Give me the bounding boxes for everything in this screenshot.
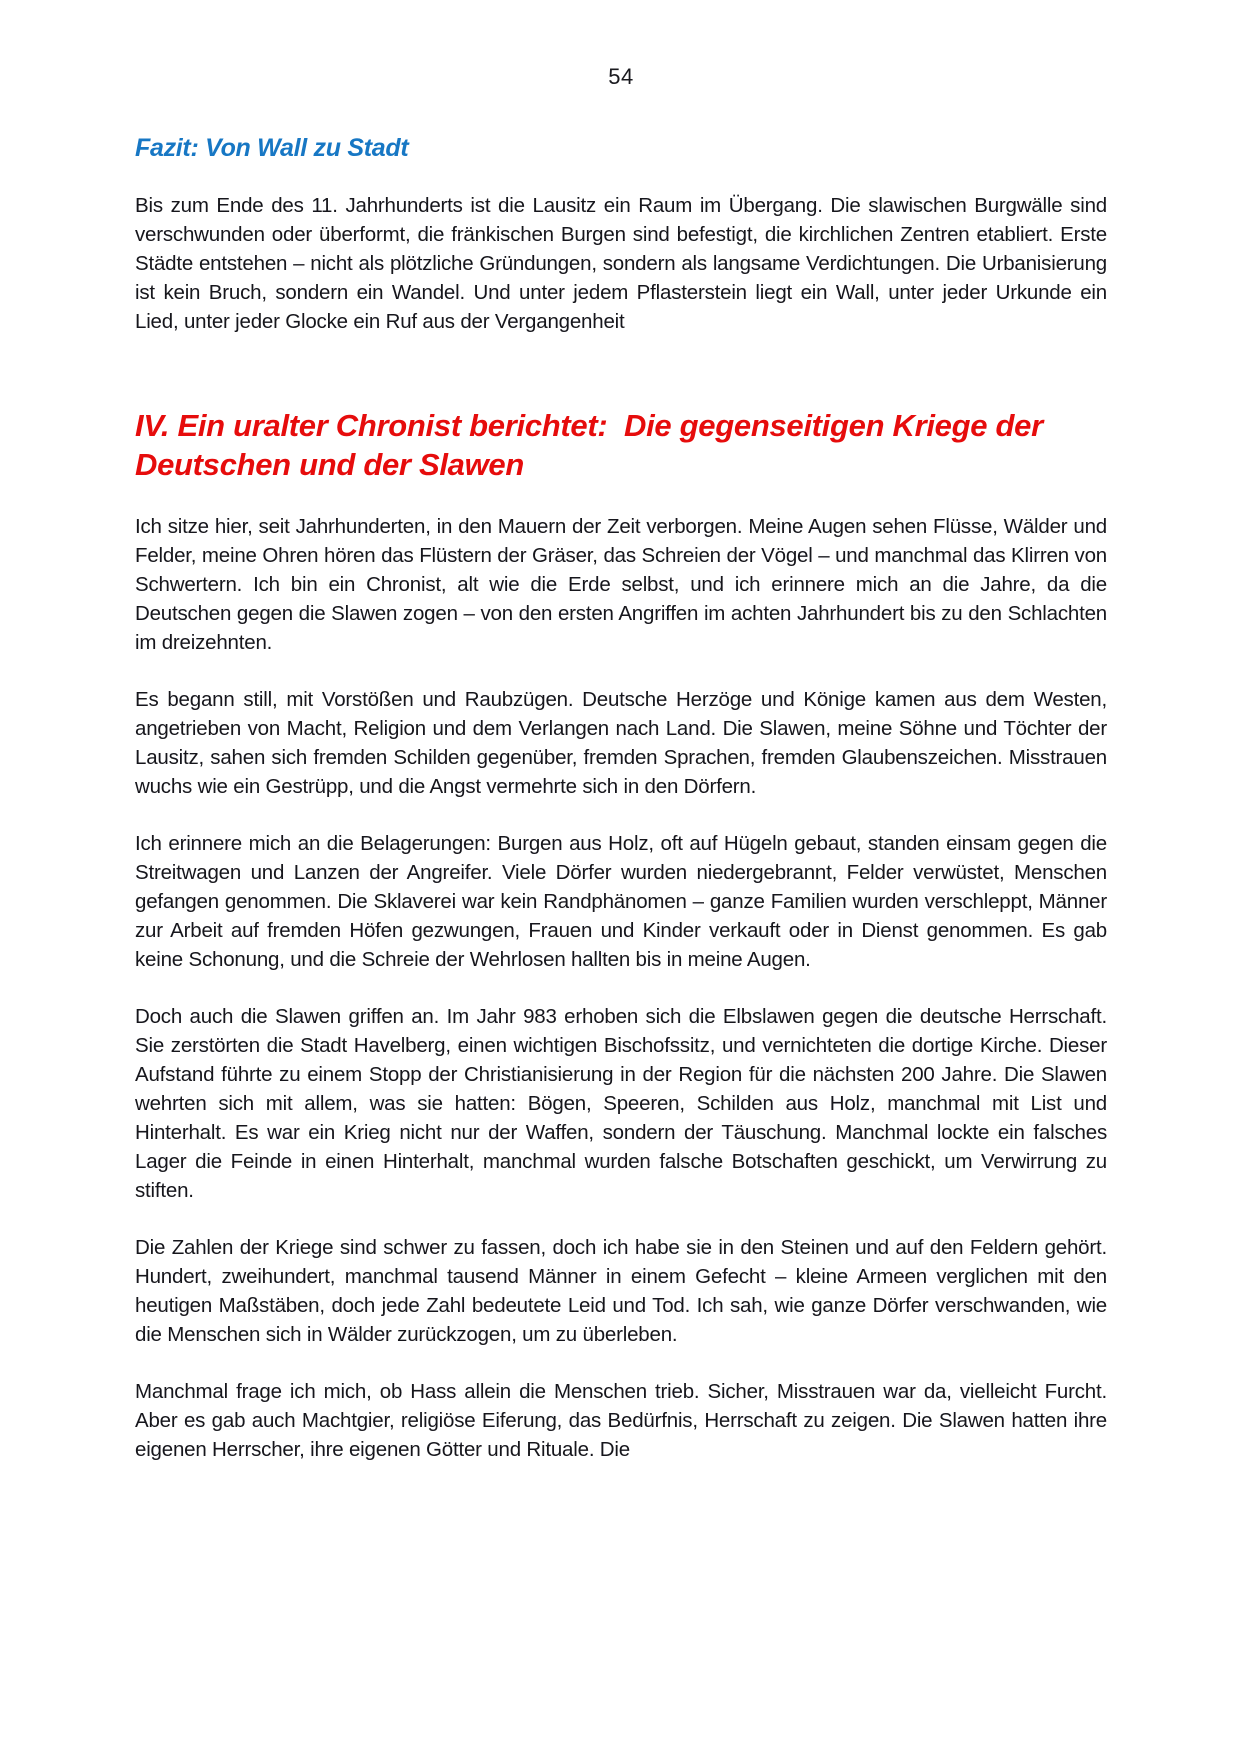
page-content bbox=[135, 0, 1107, 1464]
chronist-paragraph-3: Ich erinnere mich an die Belagerungen: Burgen aus Holz, oft auf Hügeln gebaut, standen einsam gegen die Streitwagen und Lanzen der Angreifer. Viele Dörfer wurden niedergebrannt, Felder verwüstet, Menschen gefangen genommen. Die Sklaverei war kein Randphänomen – ganze Familien wurden verschleppt, Männer zur Arbeit auf fremden Höfen gezwungen, Frauen und Kinder verkauft oder in Dienst genommen. Es gab keine Schonung, und die Schreie der Wehrlosen hallten bis in meine Augen. bbox=[135, 832, 1107, 971]
chapter-heading: IV. Ein uralter Chronist berichtet: Die gegenseitigen Kriege der Deutschen und der Slawen bbox=[135, 408, 1052, 482]
chronist-paragraph-2: Es begann still, mit Vorstößen und Raubzügen. Deutsche Herzöge und Könige kamen aus dem Westen, angetrieben von Macht, Religion und dem Verlangen nach Land. Die Slawen, meine Söhne und Töchter der Lausitz, sahen sich fremden Schilden gegenüber, fremden Sprachen, fremden Glaubenszeichen. Misstrauen wuchs wie ein Gestrüpp, und die Angst vermehrte sich in den Dörfern. bbox=[135, 688, 1107, 798]
fazit-section-heading: Fazit: Von Wall zu Stadt bbox=[135, 134, 409, 162]
fazit-section-paragraph: Bis zum Ende des 11. Jahrhunderts ist die Lausitz ein Raum im Übergang. Die slawischen Burgwälle sind verschwunden oder überformt, die fränkischen Burgen sind befestigt, die kirchlichen Zentren etabliert. Erste Städte entstehen – nicht als plötzliche Gründungen, sondern als langsame Verdichtungen. Die Urbanisierung ist kein Bruch, sondern ein Wandel. Und unter jedem Pflasterstein liegt ein Wall, unter jeder Urkunde ein Lied, unter jeder Glocke ein Ruf aus der Vergangenheit bbox=[135, 194, 1107, 333]
chronist-paragraph-4: Doch auch die Slawen griffen an. Im Jahr 983 erhoben sich die Elbslawen gegen die deutsche Herrschaft. Sie zerstörten die Stadt Havelberg, einen wichtigen Bischofssitz, und vernichteten die dortige Kirche. Dieser Aufstand führte zu einem Stopp der Christianisierung in der Region für die nächsten 200 Jahre. Die Slawen wehrten sich mit allem, was sie hatten: Bögen, Speeren, Schilden aus Holz, manchmal mit List und Hinterhalt. Es war ein Krieg nicht nur der Waffen, sondern der Täuschung. Manchmal lockte ein falsches Lager die Feinde in einen Hinterhalt, manchmal wurden falsche Botschaften geschickt, um Verwirrung zu stiften. bbox=[135, 1005, 1107, 1202]
chronist-paragraph-5: Die Zahlen der Kriege sind schwer zu fassen, doch ich habe sie in den Steinen und auf den Feldern gehört. Hundert, zweihundert, manchmal tausend Männer in einem Gefecht – kleine Armeen verglichen mit den heutigen Maßstäben, doch jede Zahl bedeutete Leid und Tod. Ich sah, wie ganze Dörfer verschwanden, wie die Menschen sich in Wälder zurückzogen, um zu überleben. bbox=[135, 1236, 1107, 1346]
chronist-paragraph-1: Ich sitze hier, seit Jahrhunderten, in den Mauern der Zeit verborgen. Meine Augen sehen Flüsse, Wälder und Felder, meine Ohren hören das Flüstern der Gräser, das Schreien der Vögel – und manchmal das Klirren von Schwertern. Ich bin ein Chronist, alt wie die Erde selbst, und ich erinnere mich an die Jahre, da die Deutschen gegen die Slawen zogen – von den ersten Angriffen im achten Jahrhundert bis zu den Schlachten im dreizehnten. bbox=[135, 515, 1107, 654]
chronist-paragraph-6: Manchmal frage ich mich, ob Hass allein die Menschen trieb. Sicher, Misstrauen war da, vielleicht Furcht. Aber es gab auch Machtgier, religiöse Eiferung, das Bedürfnis, Herrschaft zu zeigen. Die Slawen hatten ihre eigenen Herrscher, ihre eigenen Götter und Rituale. Die bbox=[135, 1380, 1107, 1461]
page-number: 54 bbox=[608, 64, 634, 89]
